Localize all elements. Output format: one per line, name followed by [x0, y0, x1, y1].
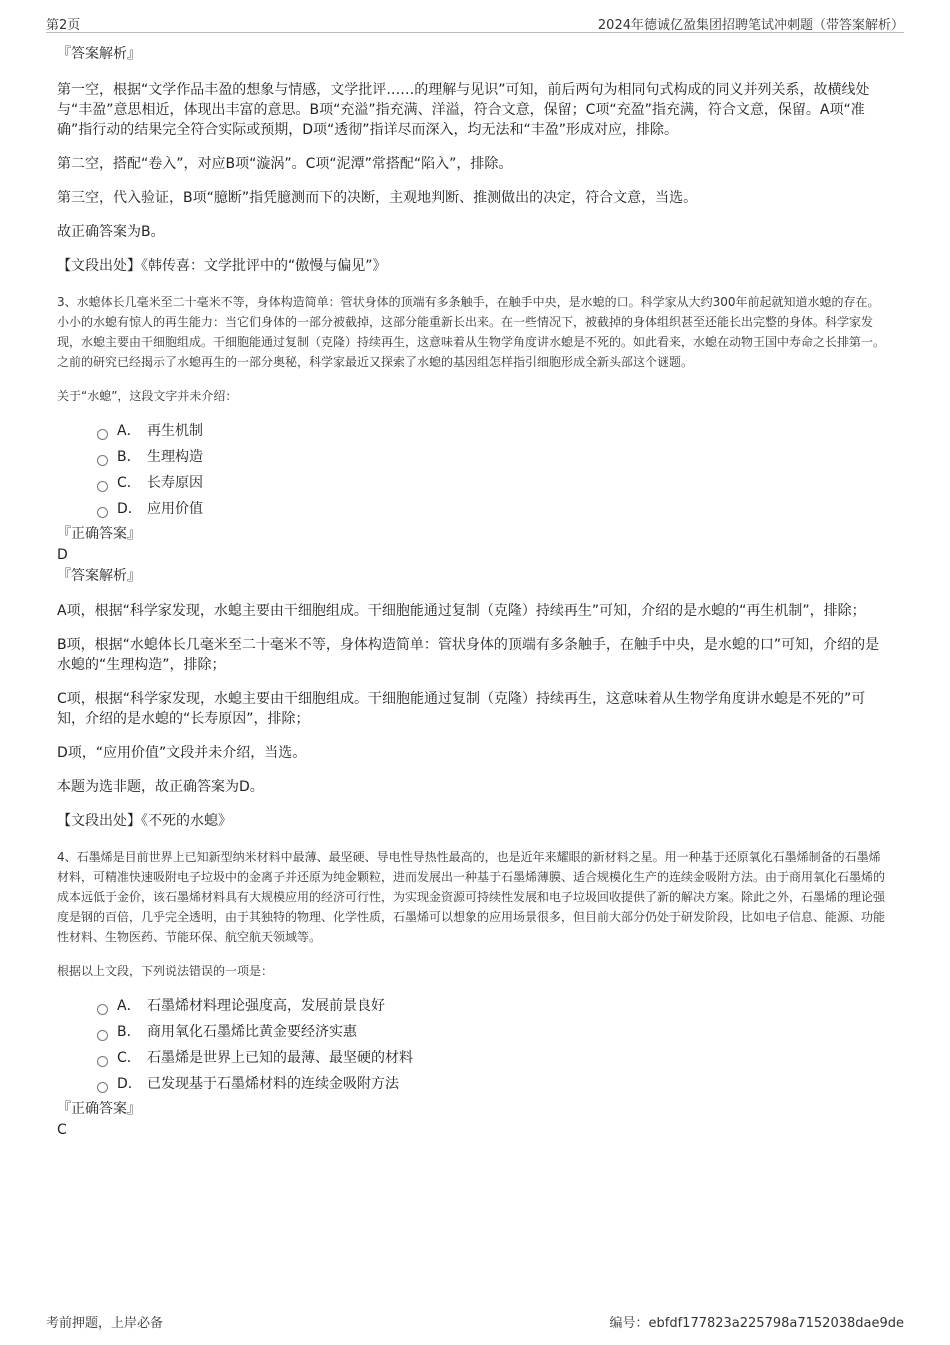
- analysis-paragraph: 第二空，搭配“卷入”，对应B项“漩涡”。C项“泥潭”常搭配“陷入”，排除。: [57, 156, 513, 172]
- option-letter: B．: [117, 1024, 141, 1040]
- source-citation: 【文段出处】《韩传喜：文学批评中的“傲慢与偏见”》: [57, 258, 387, 274]
- option-text: 已发现基于石墨烯材料的连续金吸附方法: [147, 1076, 399, 1092]
- correct-answer: D: [57, 547, 68, 563]
- option-letter: D．: [117, 501, 142, 517]
- page-header: [46, 12, 904, 33]
- correct-answer: C: [57, 1122, 67, 1138]
- radio-button[interactable]: [97, 1056, 108, 1067]
- radio-button[interactable]: [97, 1004, 108, 1015]
- option-d[interactable]: [97, 1071, 887, 1097]
- correct-answer-label: 『正确答案』: [57, 526, 141, 542]
- page-number: 第2页: [46, 18, 81, 33]
- option-list: [57, 418, 887, 522]
- option-a[interactable]: [97, 993, 887, 1019]
- footer-slogan: 考前押题，上岸必备: [46, 1316, 164, 1331]
- code-value: ebfdf177823a225798a7152038dae9de: [648, 1316, 904, 1331]
- option-d[interactable]: [97, 496, 887, 522]
- option-text: 再生机制: [147, 423, 203, 439]
- option-text: 生理构造: [147, 449, 203, 465]
- option-b[interactable]: [97, 444, 887, 470]
- source-citation: 【文段出处】《不死的水螅》: [57, 813, 232, 829]
- code-label: 编号：: [609, 1316, 649, 1331]
- question-prompt: 根据以上文段，下列说法错误的一项是：: [57, 964, 274, 978]
- analysis-label: 『答案解析』: [57, 46, 141, 62]
- explanation-d: D项，“应用价值”文段并未介绍，当选。: [57, 745, 307, 761]
- option-c[interactable]: [97, 470, 887, 496]
- option-text: 石墨烯是世界上已知的最薄、最坚硬的材料: [147, 1050, 413, 1066]
- radio-button[interactable]: [97, 429, 108, 440]
- option-text: 长寿原因: [147, 475, 203, 491]
- question-passage: 3、水螅体长几毫米至二十毫米不等，身体构造简单：管状身体的顶端有多条触手，在触手中央，是水螅的口。科学家从大约300年前起就知道水螅的存在。小小的水螅有惊人的再生能力：当它们身体的一部分被截掉，这部分能重新长出来。在一些情况下，被截掉的身体组织甚至还能长出完整的身体。科学家发现，水螅主要由干细胞组成。干细胞能通过复制（克隆）持续再生，这意味着从生物学角度讲水螅是不死的。如此看来，水螅在动物王国中寿命之长排第一。之前的研究已经揭示了水螅再生的一部分奥秘，科学家最近又探索了水螅的基因组怎样指引细胞形成全新头部这个谜题。: [57, 295, 886, 369]
- conclusion: 本题为选非题，故正确答案为D。: [57, 779, 264, 795]
- option-text: 商用氧化石墨烯比黄金要经济实惠: [147, 1024, 357, 1040]
- page-content: [57, 44, 887, 1141]
- option-letter: D．: [117, 1076, 142, 1092]
- option-text: 应用价值: [147, 501, 203, 517]
- option-letter: C．: [117, 475, 141, 491]
- option-text: 石墨烯材料理论强度高，发展前景良好: [147, 998, 385, 1014]
- radio-button[interactable]: [97, 455, 108, 466]
- option-list: [57, 993, 887, 1097]
- explanation-c: C项，根据“科学家发现，水螅主要由干细胞组成。干细胞能通过复制（克隆）持续再生，这意味着从生物学角度讲水螅是不死的”可知，介绍的是水螅的“长寿原因”，排除；: [57, 691, 866, 727]
- document-title: 2024年德诚亿盈集团招聘笔试冲刺题（带答案解析）: [597, 18, 904, 33]
- analysis-paragraph: 第一空，根据“文学作品丰盈的想象与情感，文学批评……的理解与见识”可知，前后两句为相同句式构成的同义并列关系，故横线处与“丰盈”意思相近，体现出丰富的意思。B项“充溢”指充满、洋溢，符合文意，保留；C项“充盈”指充满，符合文意，保留。A项“准确”指行动的结果完全符合实际或预期，D项“透彻”指详尽而深入，均无法和“丰盈”形成对应，排除。: [57, 82, 870, 138]
- radio-button[interactable]: [97, 1030, 108, 1041]
- radio-button[interactable]: [97, 1082, 108, 1093]
- analysis-paragraph: 第三空，代入验证，B项“臆断”指凭臆测而下的决断，主观地判断、推测做出的决定，符合文意，当选。: [57, 190, 698, 206]
- option-letter: B．: [117, 449, 141, 465]
- analysis-label: 『答案解析』: [57, 568, 141, 584]
- correct-answer-label: 『正确答案』: [57, 1101, 141, 1117]
- document-code: [610, 1312, 905, 1331]
- option-letter: C．: [117, 1050, 141, 1066]
- radio-button[interactable]: [97, 481, 108, 492]
- question-prompt: 关于“水螅”，这段文字并未介绍：: [57, 389, 238, 403]
- explanation-a: A项，根据“科学家发现，水螅主要由干细胞组成。干细胞能通过复制（克隆）持续再生”可知，介绍的是水螅的“再生机制”，排除；: [57, 603, 866, 619]
- option-letter: A．: [117, 998, 141, 1014]
- analysis-paragraph: 故正确答案为B。: [57, 224, 165, 240]
- option-b[interactable]: [97, 1019, 887, 1045]
- option-letter: A．: [117, 423, 141, 439]
- option-c[interactable]: [97, 1045, 887, 1071]
- explanation-b: B项，根据“水螅体长几毫米至二十毫米不等，身体构造简单：管状身体的顶端有多条触手，在触手中央，是水螅的口”可知，介绍的是水螅的“生理构造”，排除；: [57, 637, 880, 673]
- question-passage: 4、石墨烯是目前世界上已知新型纳米材料中最薄、最坚硬、导电性导热性最高的，也是近年来耀眼的新材料之星。用一种基于还原氧化石墨烯制备的石墨烯材料，可精准快速吸附电子垃圾中的金离子并还原为纯金颗粒，进而发展出一种基于石墨烯薄膜、适合规模化生产的连续金吸附方法。由于商用氧化石墨烯的成本远低于金价，该石墨烯材料具有大规模应用的经济可行性，为实现金资源可持续性发展和电子垃圾回收提供了新的解决方案。除此之外，石墨烯的理论强度是钢的百倍，几乎完全透明，由于其独特的物理、化学性质，石墨烯可以想象的应用场景很多，但目前大部分仍处于研发阶段，比如电子信息、能源、功能性材料、生物医药、节能环保、航空航天领域等。: [57, 850, 886, 944]
- option-a[interactable]: [97, 418, 887, 444]
- radio-button[interactable]: [97, 507, 108, 518]
